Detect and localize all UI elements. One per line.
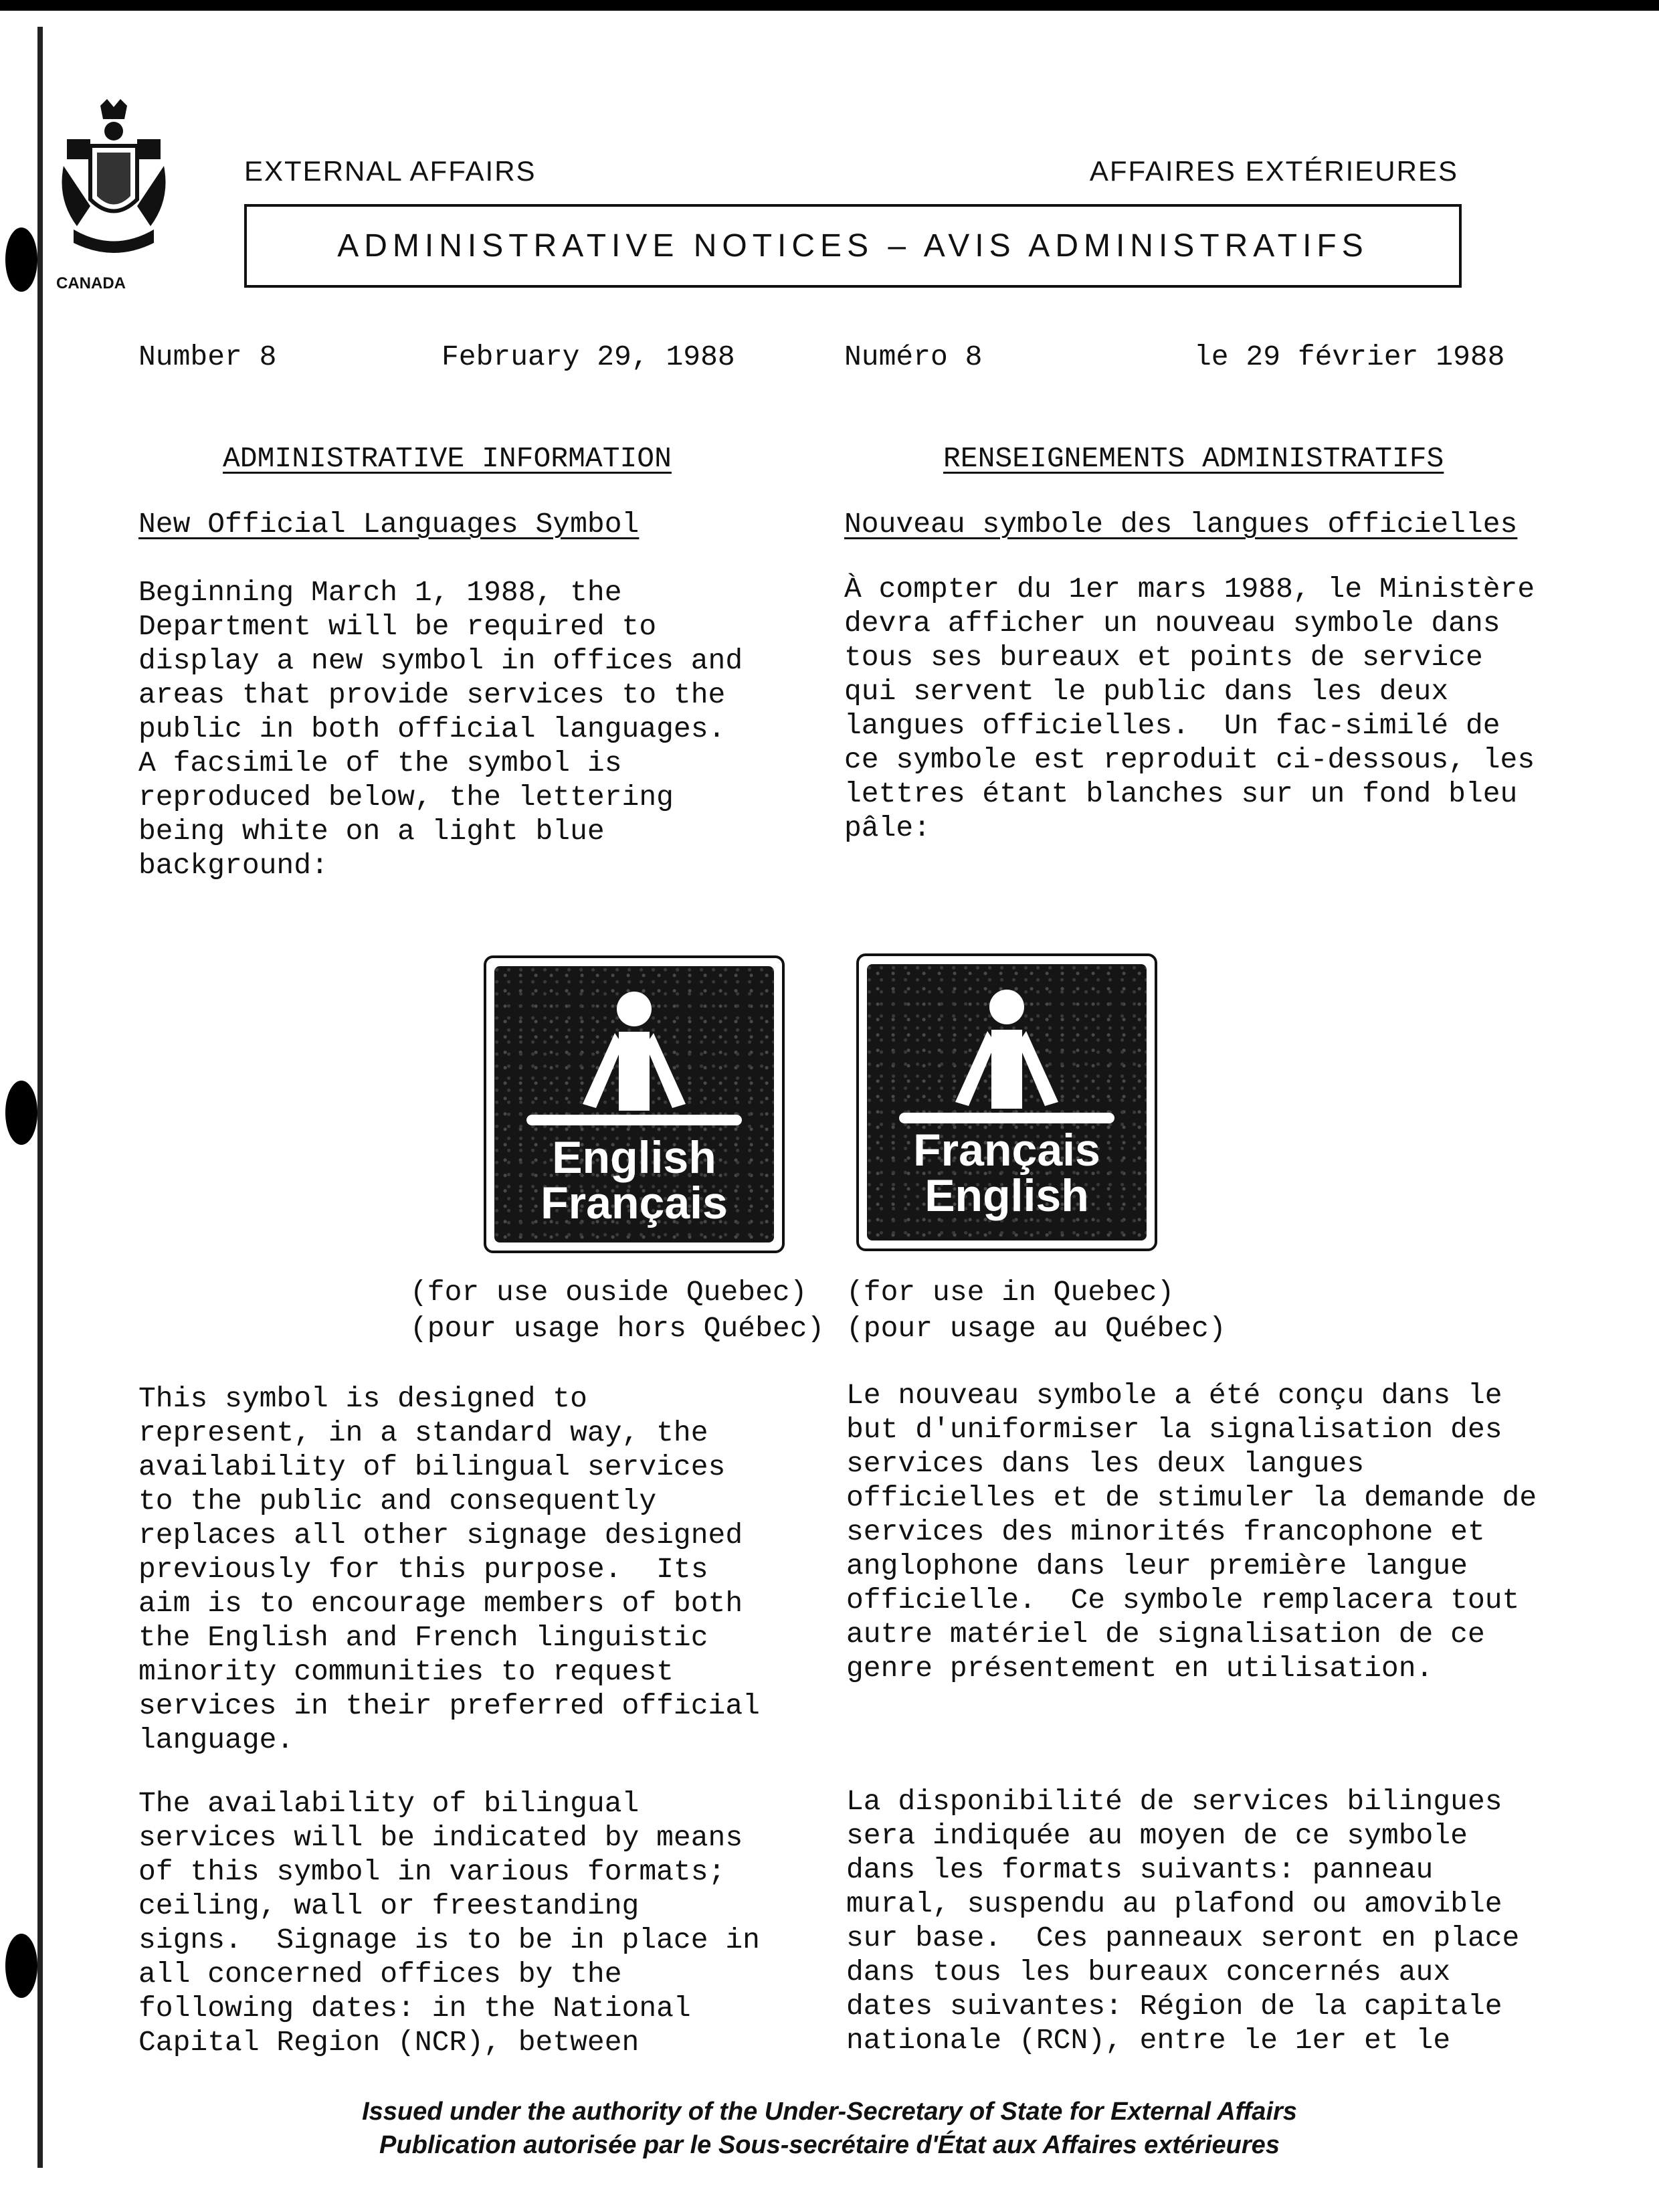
paragraph-purpose-fr: Le nouveau symbole a été conçu dans le but d'uniformiser la signalisation des services dans les deux langues officielles et de stimuler la demande de services des minorités francophone et anglophone dans leur première langue officielle. Ce symbole remplacera tout autre matériel de signalisation de ce genre présentement en utilisation. (846, 1379, 1537, 1685)
symbol-line-1: English (552, 1132, 716, 1183)
paragraph-availability-fr: La disponibilité de services bilingues sera indiquée au moyen de ce symbole dans les formats suivants: panneau mural, suspendu au plafond ou amovible sur base. Ces panneaux seront en place dans tous les bureaux concernés aux dates suivantes: Région de la capitale nationale (RCN), entre le 1er et le (846, 1785, 1520, 2057)
issue-number-en: Number 8 (138, 341, 277, 373)
bilingual-symbol-outside-quebec (484, 955, 785, 1253)
header-title-box (244, 204, 1462, 288)
punch-hole (5, 227, 37, 292)
symbol-line-1: Français (913, 1125, 1100, 1176)
subsection-heading-fr: Nouveau symbole des langues officielles (844, 508, 1518, 541)
coat-of-arms-icon (54, 99, 174, 266)
subsection-heading-en: New Official Languages Symbol (138, 508, 640, 541)
footer-authority-fr: Publication autorisée par le Sous-secrétaire d'État aux Affaires extérieures (379, 2131, 1280, 2159)
punch-hole (5, 1081, 37, 1145)
scan-left-edge (37, 27, 43, 2168)
issue-date-fr: le 29 février 1988 (1194, 341, 1505, 373)
section-heading-fr: RENSEIGNEMENTS ADMINISTRATIFS (943, 442, 1444, 475)
header-dept-fr: AFFAIRES EXTÉRIEURES (1089, 155, 1458, 187)
punch-hole (5, 1934, 37, 1998)
crest-caption: CANADA (56, 274, 126, 292)
symbol-line-2: English (924, 1170, 1089, 1221)
scan-top-border (0, 0, 1659, 11)
caption-outside-quebec-en: (for use ouside Quebec) (410, 1276, 807, 1309)
bilingual-symbol-in-quebec (856, 953, 1157, 1251)
caption-in-quebec-fr: (pour usage au Québec) (846, 1312, 1226, 1345)
issue-date-en: February 29, 1988 (442, 341, 735, 373)
caption-in-quebec-en: (for use in Quebec) (846, 1276, 1175, 1309)
paragraph-intro-en: Beginning March 1, 1988, the Department will be required to display a new symbol in offices and areas that provide services to the public in both official languages. A facsimile of the symbol is reproduced below, the lettering being white on a light blue background: (138, 576, 743, 882)
section-heading-en: ADMINISTRATIVE INFORMATION (223, 442, 672, 475)
header-dept-en: EXTERNAL AFFAIRS (244, 155, 536, 187)
paragraph-purpose-en: This symbol is designed to represent, in a standard way, the availability of bilingual services to the public and consequently replaces all other signage designed previously for this purpose. Its aim is to encourage members of both the English and French linguistic minority communities to request services in their preferred official language. (138, 1382, 760, 1756)
paragraph-availability-en: The availability of bilingual services will be indicated by means of this symbol in various formats; ceiling, wall or freestanding signs. Signage is to be in place in all concerned offices by the following dates: in the National Capital Region (NCR), between (138, 1787, 760, 2059)
page-title: ADMINISTRATIVE NOTICES – AVIS ADMINISTRATIFS (337, 228, 1369, 264)
symbol-line-2: Français (541, 1178, 728, 1228)
footer-authority-en: Issued under the authority of the Under-Secretary of State for External Affairs (362, 2098, 1297, 2126)
canada-coat-of-arms (54, 99, 174, 293)
paragraph-intro-fr: À compter du 1er mars 1988, le Ministère devra afficher un nouveau symbole dans tous ses bureaux et points de service qui servent le public dans les deux langues officielles. Un fac-similé de ce symbole est reproduit ci-dessous, les lettres étant blanches sur un fond bleu pâle: (844, 573, 1535, 844)
issue-number-fr: Numéro 8 (844, 341, 983, 373)
caption-outside-quebec-fr: (pour usage hors Québec) (410, 1312, 825, 1345)
